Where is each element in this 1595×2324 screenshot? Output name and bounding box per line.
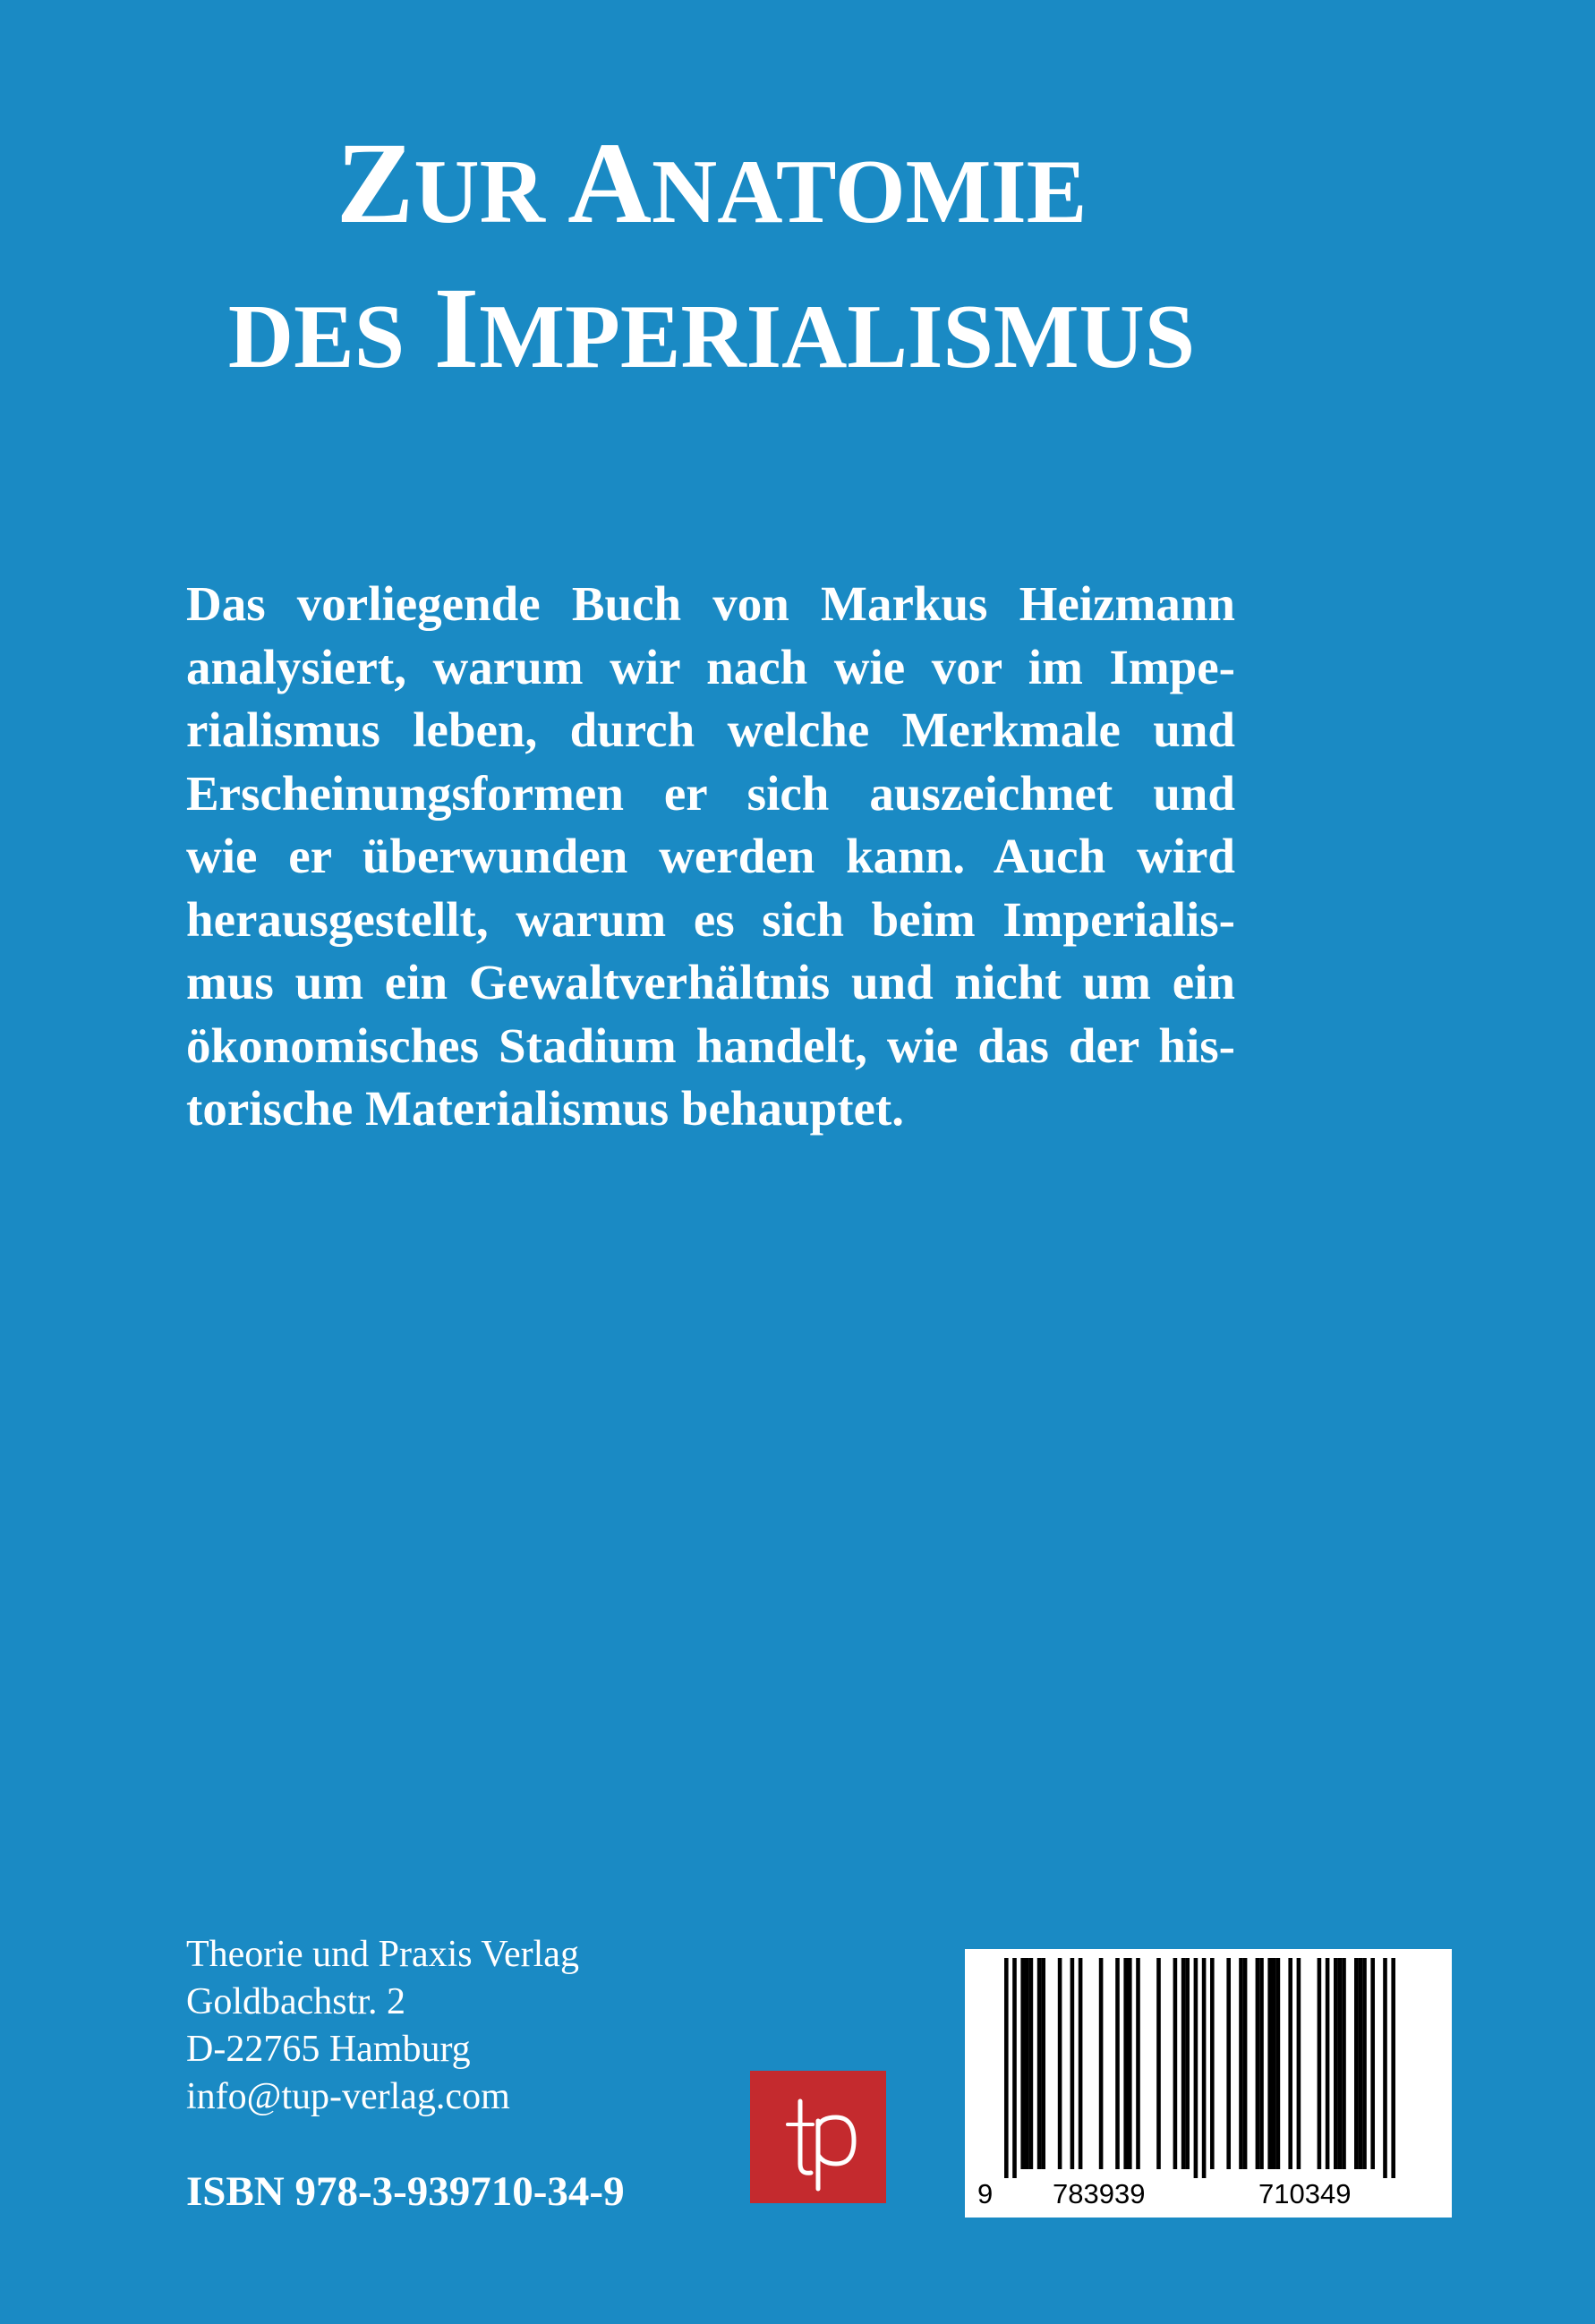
barcode-bars xyxy=(965,1949,1452,2178)
publisher-street: Goldbachstr. 2 xyxy=(186,1981,405,2022)
barcode-bar xyxy=(1136,1958,1140,2169)
barcode-bar xyxy=(1156,1958,1161,2169)
barcode-bar xyxy=(1276,1958,1281,2169)
barcode-bar xyxy=(1115,1958,1120,2169)
title-initial-i: I xyxy=(433,264,480,393)
barcode-bar xyxy=(1272,1958,1276,2169)
blurb-line: mus um ein Gewaltverhältnis und nicht um ein xyxy=(186,955,1235,1009)
publisher-address xyxy=(186,1931,579,2121)
barcode-bar xyxy=(1359,1958,1363,2169)
title-initial-z: Z xyxy=(336,119,414,248)
tp-logo-icon xyxy=(750,2071,886,2203)
title-initial-a: A xyxy=(567,119,652,248)
barcode-bar xyxy=(1354,1958,1359,2169)
blurb-text xyxy=(186,573,1235,1141)
barcode-bar xyxy=(1362,1958,1367,2169)
title-line-1 xyxy=(0,119,1423,248)
barcode-bar xyxy=(1012,1958,1017,2178)
blurb-line: wie er überwunden werden kann. Auch wird xyxy=(186,829,1235,883)
barcode-bar xyxy=(1070,1958,1075,2169)
barcode-left-group: 783939 xyxy=(1053,2178,1146,2209)
barcode-bar xyxy=(1173,1958,1178,2169)
title-rest-imperialismus: MPERIALISMUS xyxy=(479,286,1196,387)
barcode-bar xyxy=(1123,1958,1128,2169)
barcode-bar xyxy=(1334,1958,1338,2169)
blurb-line: analysiert, warum wir nach wie vor im Impe- xyxy=(186,639,1235,694)
barcode-bar xyxy=(1370,1958,1375,2169)
barcode-bar xyxy=(1342,1958,1346,2169)
publisher-city: D-22765 Hamburg xyxy=(186,2029,471,2070)
title-rest-anatomie: NATOMIE xyxy=(652,141,1088,242)
barcode-bar xyxy=(1181,1958,1186,2169)
publisher-logo xyxy=(750,2071,886,2203)
barcode-bar xyxy=(1391,1958,1395,2178)
book-title xyxy=(0,119,1423,393)
barcode-bar xyxy=(1226,1958,1231,2169)
barcode-bar xyxy=(1210,1958,1215,2169)
barcode-right-group: 710349 xyxy=(1258,2178,1352,2209)
barcode-bar xyxy=(1079,1958,1083,2169)
barcode-bar xyxy=(1004,1958,1009,2178)
barcode-bar xyxy=(1058,1958,1062,2169)
barcode-bar xyxy=(1383,1958,1387,2178)
barcode-digits xyxy=(965,2178,1452,2214)
isbn-barcode xyxy=(965,1949,1452,2218)
barcode-bar xyxy=(1326,1958,1330,2169)
barcode-bar xyxy=(1338,1958,1343,2169)
title-word-des: DES xyxy=(227,286,405,387)
blurb-line: Erscheinungsformen er sich auszeichnet und xyxy=(186,765,1235,821)
blurb-line: herausgestellt, warum es sich beim Imperialis- xyxy=(186,891,1235,947)
barcode-bar xyxy=(1259,1958,1264,2169)
blurb-line: torische Materialismus behauptet. xyxy=(186,1081,904,1136)
title-line-2 xyxy=(0,264,1423,393)
blurb-line: ökonomisches Stadium handelt, wie das der his- xyxy=(186,1017,1235,1073)
barcode-bar xyxy=(1037,1958,1042,2169)
barcode-bar xyxy=(1318,1958,1322,2169)
barcode-bar xyxy=(1297,1958,1301,2169)
barcode-bar xyxy=(1202,1958,1207,2178)
barcode-bar xyxy=(1020,1958,1025,2169)
barcode-bar xyxy=(1243,1958,1248,2169)
blurb-line: Das vorliegende Buch von Markus Heizmann xyxy=(186,576,1235,631)
isbn-number: ISBN 978-3-939710-34-9 xyxy=(186,2168,625,2215)
barcode-bar xyxy=(1099,1958,1104,2169)
barcode-bar xyxy=(1256,1958,1260,2169)
barcode-lead-digit: 9 xyxy=(977,2178,994,2209)
barcode-bar xyxy=(1025,1958,1029,2169)
publisher-email: info@tup-verlag.com xyxy=(186,2076,510,2117)
barcode-bar xyxy=(1029,1958,1034,2169)
barcode-bar xyxy=(1041,1958,1045,2169)
barcode-bar xyxy=(1185,1958,1190,2169)
title-rest-zur: UR xyxy=(414,141,545,242)
barcode-bar xyxy=(1239,1958,1243,2169)
barcode-bar xyxy=(1267,1958,1272,2169)
blurb-line: rialismus leben, durch welche Merkmale und xyxy=(186,702,1235,757)
barcode-bar xyxy=(1288,1958,1292,2169)
barcode-bar xyxy=(1194,1958,1198,2178)
barcode-bar xyxy=(1128,1958,1132,2169)
publisher-name: Theorie und Praxis Verlag xyxy=(186,1934,579,1975)
